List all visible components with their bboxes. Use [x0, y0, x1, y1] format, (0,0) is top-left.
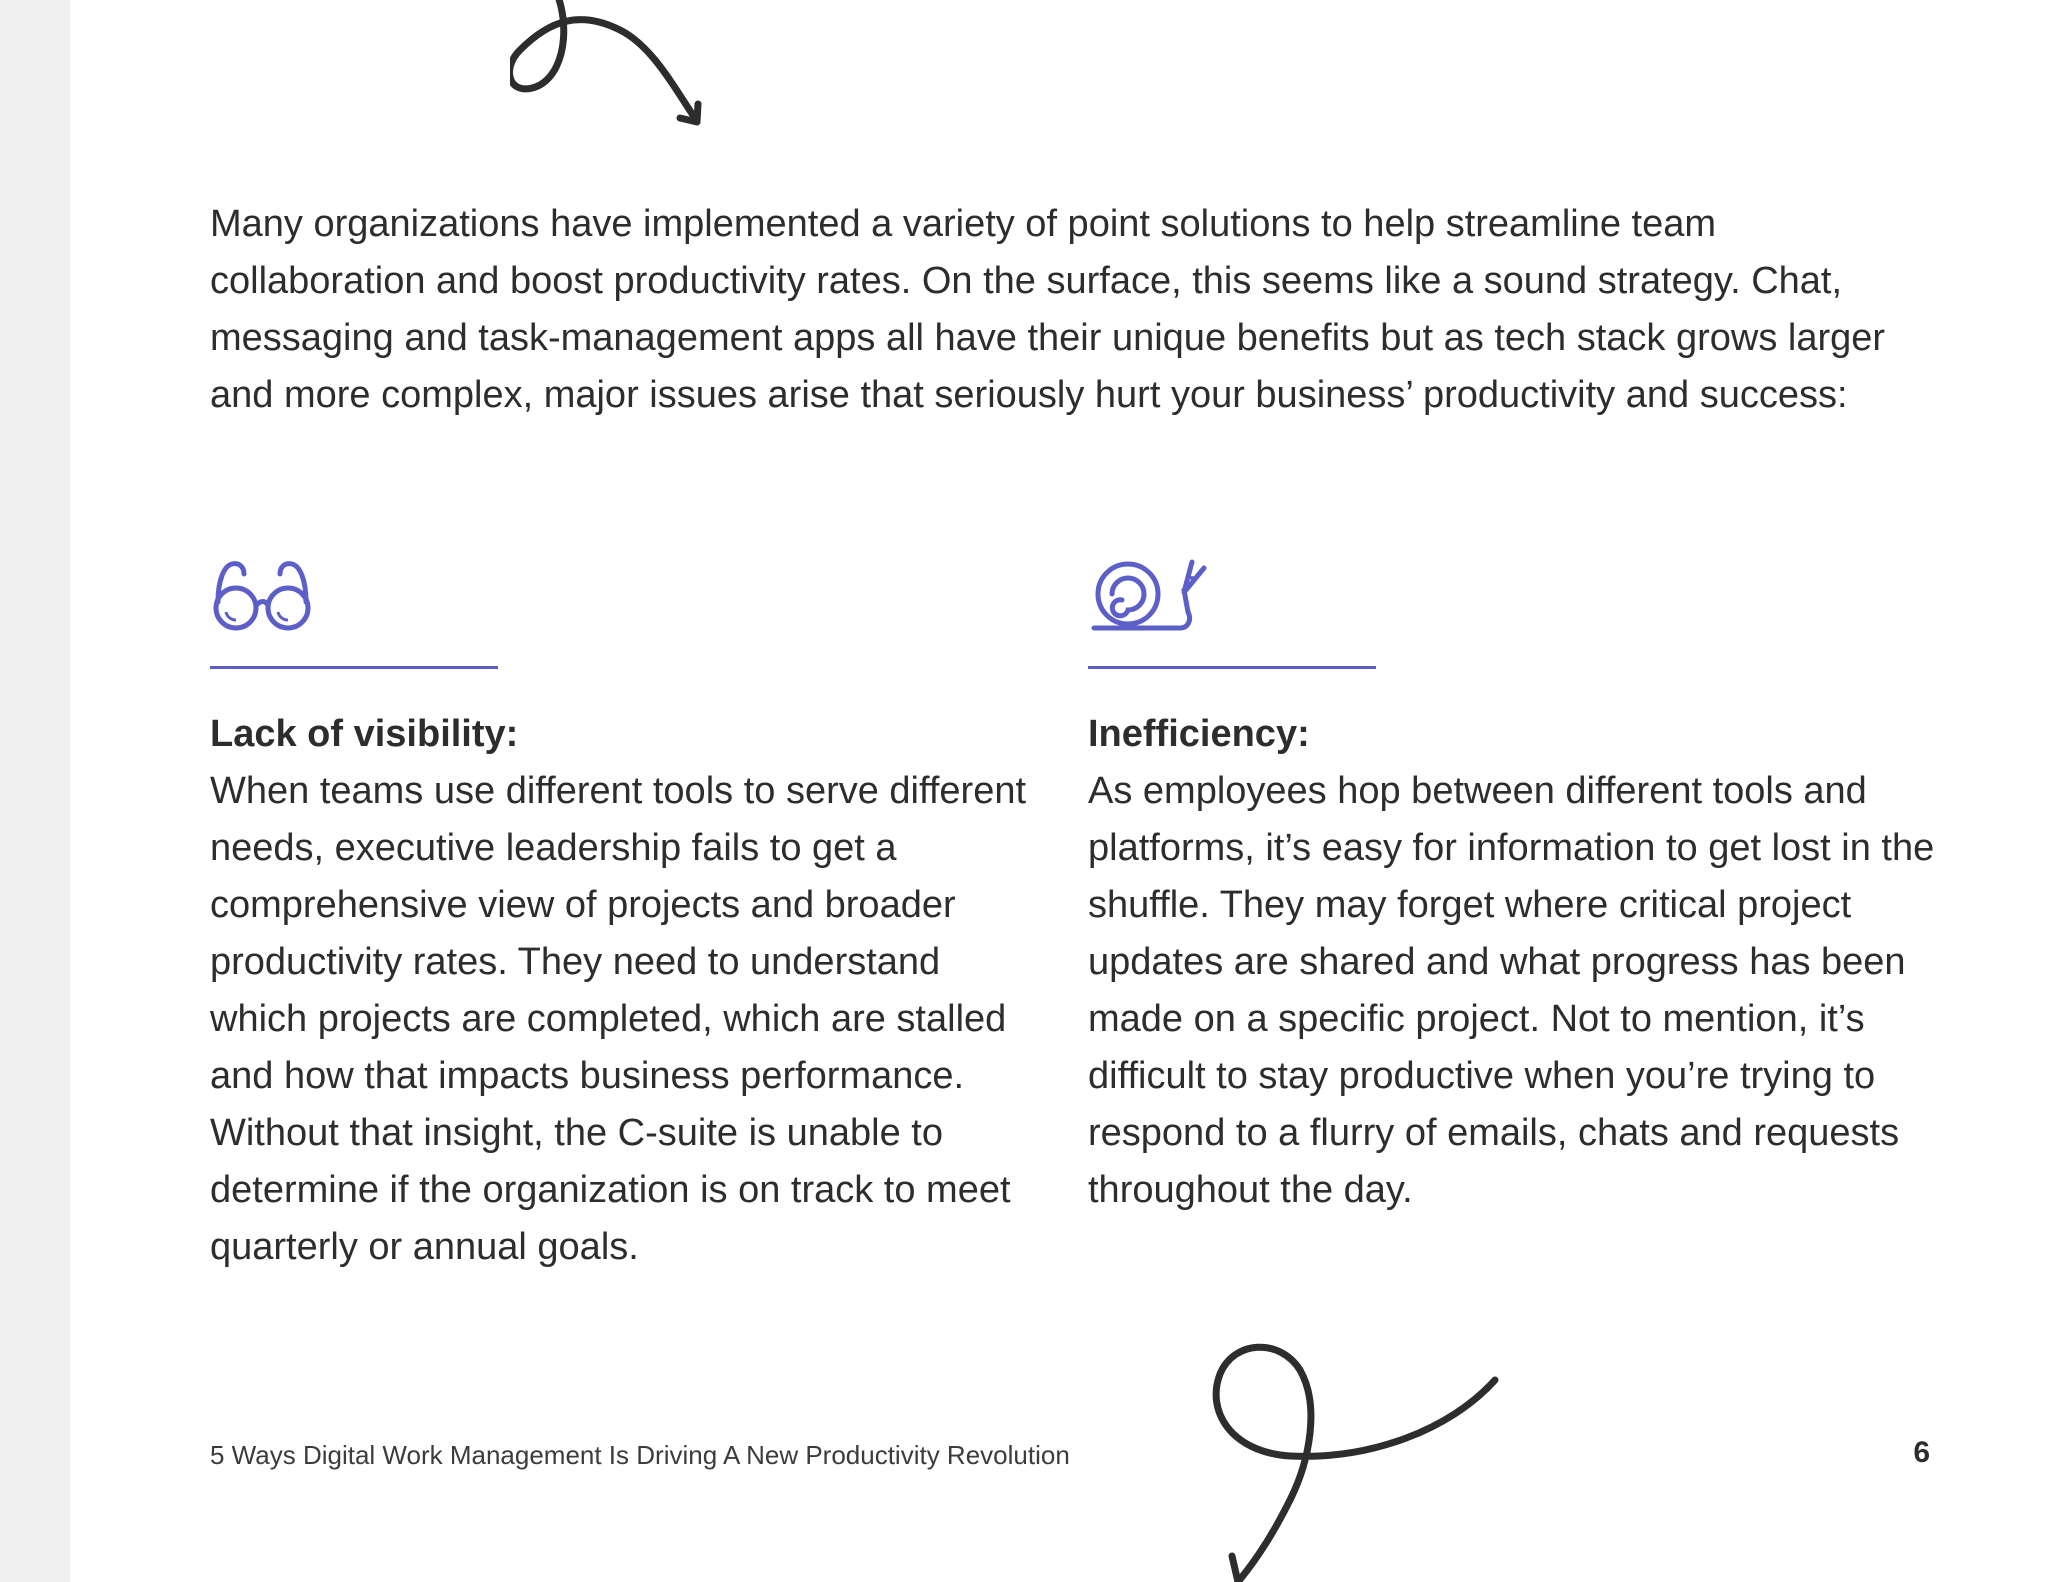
section-body: As employees hop between different tools and platforms, it’s easy for information to get lost in the shuffle. They may forget where critical project updates are shared and what progress has been made on a specific project. Not to mention, it’s difficult to stay productive when you’re trying to respond to a flurry of emails, chats and requests throughout the day.	[1088, 770, 1935, 1211]
document-page	[70, 0, 2048, 1582]
glasses-icon	[210, 550, 320, 636]
section-divider	[1088, 666, 1376, 669]
page-number: 6	[1913, 1436, 1930, 1469]
snail-icon	[1088, 550, 1208, 636]
section-body: When teams use different tools to serve different needs, executive leadership fails to get a comprehensive view of projects and broader productivity rates. They need to understand which projects are completed, which are stalled and how that impacts business performance. Without that insight, the C-suite is unable to determine if the organization is on track to meet quarterly or annual goals.	[210, 770, 1027, 1268]
section-heading: Inefficiency:	[1088, 713, 1310, 755]
footer-document-title: 5 Ways Digital Work Management Is Driving A New Productivity Revolution	[210, 1440, 1070, 1470]
intro-paragraph: Many organizations have implemented a variety of point solutions to help streamline team collaboration and boost productivity rates. On the surface, this seems like a sound strategy. Chat, messaging and task-management apps all have their unique benefits but as tech stack grows larger and more complex, major issues arise that seriously hurt your business’ productivity and success:	[210, 203, 1886, 416]
section-lack-of-visibility	[210, 550, 1030, 1276]
squiggle-arrow-bottom-icon	[1150, 1320, 1510, 1582]
section-heading: Lack of visibility:	[210, 713, 519, 755]
section-inefficiency	[1088, 550, 1948, 1219]
section-divider	[210, 666, 498, 669]
squiggle-arrow-top-icon	[510, 0, 730, 140]
